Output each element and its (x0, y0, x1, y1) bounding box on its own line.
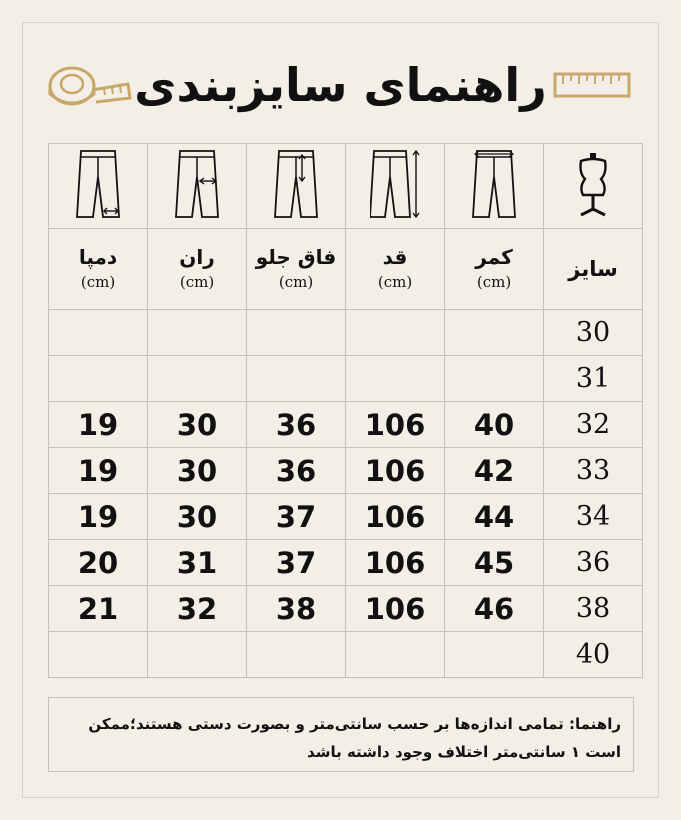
value-cell: 106 (346, 586, 445, 632)
value-cell: 36 (247, 402, 346, 448)
size-cell: 32 (544, 402, 643, 448)
value-cell: 106 (346, 448, 445, 494)
hem-icon-cell (49, 144, 148, 229)
guide-note (48, 697, 634, 772)
value-cell (445, 356, 544, 402)
page-title: راهنمای سایزبندی (134, 58, 547, 112)
front-rise-icon (273, 147, 319, 221)
hem-measure-icon (75, 147, 121, 221)
waist-measure-icon (471, 147, 517, 221)
value-cell (346, 632, 445, 678)
waist-header: کمر (cm) (445, 229, 544, 310)
hem-header: دمپا (cm) (49, 229, 148, 310)
size-cell: 34 (544, 494, 643, 540)
value-cell: 30 (148, 494, 247, 540)
front-rise-header: فاق جلو (cm) (247, 229, 346, 310)
value-cell: 30 (148, 402, 247, 448)
size-cell: 31 (544, 356, 643, 402)
value-cell (49, 310, 148, 356)
table-row (49, 310, 643, 356)
value-cell: 106 (346, 540, 445, 586)
value-cell (346, 356, 445, 402)
value-cell: 40 (445, 402, 544, 448)
size-cell: 33 (544, 448, 643, 494)
value-cell: 30 (148, 448, 247, 494)
value-cell: 32 (148, 586, 247, 632)
thigh-icon-cell (148, 144, 247, 229)
value-cell (148, 310, 247, 356)
size-cell: 40 (544, 632, 643, 678)
size-icon-cell (544, 144, 643, 229)
length-measure-icon (370, 147, 420, 221)
value-cell (49, 356, 148, 402)
value-cell: 44 (445, 494, 544, 540)
size-header: سایز (544, 229, 643, 310)
table-row (49, 356, 643, 402)
table-row (49, 494, 643, 540)
value-cell (346, 310, 445, 356)
value-cell (247, 632, 346, 678)
value-cell (148, 632, 247, 678)
thigh-measure-icon (174, 147, 220, 221)
value-cell: 37 (247, 540, 346, 586)
waist-icon-cell (445, 144, 544, 229)
value-cell (445, 632, 544, 678)
value-cell: 38 (247, 586, 346, 632)
value-cell: 42 (445, 448, 544, 494)
guide-note-line-2: است ۱ سانتی‌متر اختلاف وجود داشته باشد (307, 743, 621, 761)
value-cell: 19 (49, 448, 148, 494)
value-cell (445, 310, 544, 356)
value-cell (247, 356, 346, 402)
mannequin-icon (573, 151, 613, 217)
table-row (49, 448, 643, 494)
size-cell: 30 (544, 310, 643, 356)
value-cell: 19 (49, 402, 148, 448)
header-row (49, 229, 643, 310)
thigh-header: ران (cm) (148, 229, 247, 310)
length-icon-cell (346, 144, 445, 229)
table-row (49, 402, 643, 448)
value-cell: 21 (49, 586, 148, 632)
table-row (49, 632, 643, 678)
length-header: قد (cm) (346, 229, 445, 310)
ruler-icon (553, 72, 631, 98)
size-chart-table (48, 143, 643, 678)
value-cell: 36 (247, 448, 346, 494)
value-cell: 106 (346, 402, 445, 448)
value-cell: 20 (49, 540, 148, 586)
value-cell: 46 (445, 586, 544, 632)
table-row (49, 586, 643, 632)
icon-row (49, 144, 643, 229)
value-cell (247, 310, 346, 356)
value-cell: 45 (445, 540, 544, 586)
value-cell: 31 (148, 540, 247, 586)
value-cell (148, 356, 247, 402)
value-cell: 106 (346, 494, 445, 540)
size-cell: 36 (544, 540, 643, 586)
value-cell: 19 (49, 494, 148, 540)
size-cell: 38 (544, 586, 643, 632)
table-row (49, 540, 643, 586)
value-cell (49, 632, 148, 678)
guide-note-line-1: راهنما: تمامی اندازه‌ها بر حسب سانتی‌متر و بصورت دستی هستند؛ممکن (88, 715, 621, 733)
front-rise-icon-cell (247, 144, 346, 229)
value-cell: 37 (247, 494, 346, 540)
